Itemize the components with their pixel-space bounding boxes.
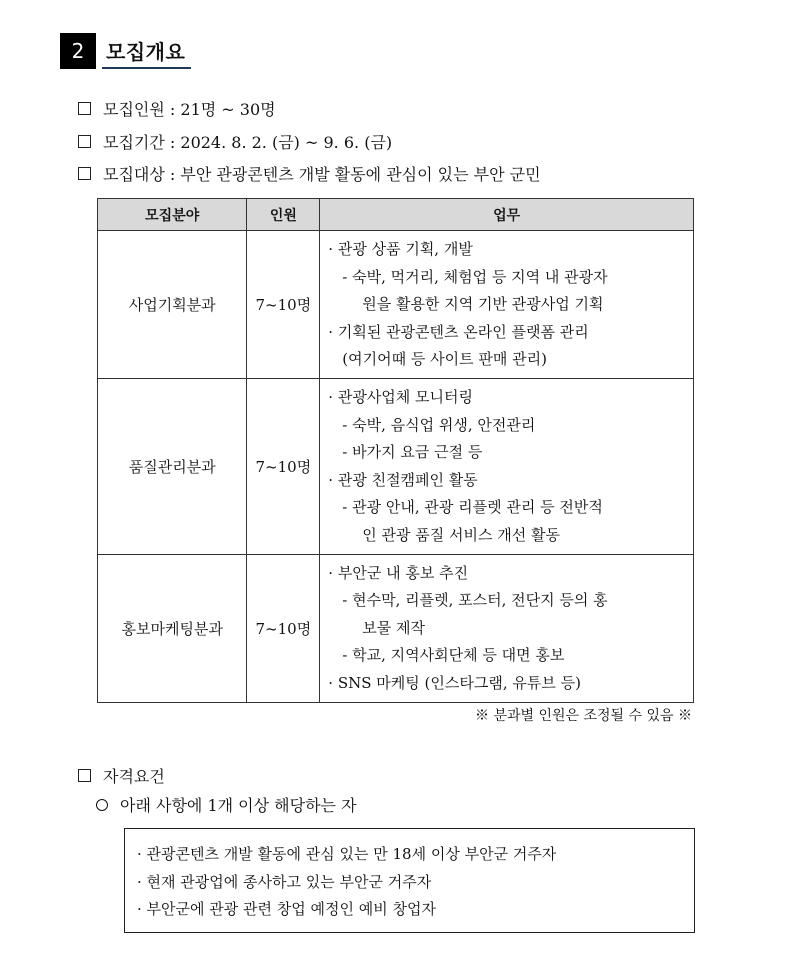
- row-count: 7~10명: [247, 554, 320, 702]
- duty-line: (여기어때 등 사이트 판매 관리): [342, 350, 547, 369]
- circle-bullet-icon: [96, 799, 108, 811]
- condition-text: 아래 사항에 1개 이상 해당하는 자: [120, 796, 357, 815]
- section-number: 2: [60, 33, 96, 69]
- checkbox-square-icon: [78, 167, 91, 180]
- section-header: [60, 33, 191, 69]
- row-count: 7~10명: [247, 378, 320, 554]
- row-field: 홍보마케팅분과: [98, 554, 247, 702]
- duty-line: · 관광사업체 모니터링: [328, 387, 474, 406]
- overview-item-target: [78, 162, 541, 185]
- duty-line: · 부안군 내 홍보 추진: [328, 563, 469, 582]
- row-count: 7~10명: [247, 231, 320, 379]
- requirement-item: · 관광콘텐츠 개발 활동에 관심 있는 만 18세 이상 부안군 거주자: [137, 845, 557, 863]
- requirement-item: · 현재 관광업에 종사하고 있는 부안군 거주자: [137, 872, 432, 891]
- row-duties: [320, 231, 694, 379]
- duty-line: - 숙박, 음식업 위생, 안전관리: [342, 415, 536, 434]
- section-title: 모집개요: [102, 33, 191, 69]
- overview-item-period: [78, 130, 392, 153]
- table-header-row: [98, 199, 694, 231]
- checkbox-square-icon: [78, 135, 91, 148]
- qualification-heading: [78, 764, 165, 787]
- qualification-condition: [96, 793, 357, 816]
- checkbox-square-icon: [78, 769, 91, 782]
- duty-line: - 바가지 요금 근절 등: [342, 443, 483, 462]
- table-row: [98, 378, 694, 554]
- qualification-title: 자격요건: [103, 767, 165, 786]
- row-field: 사업기획분과: [98, 231, 247, 379]
- duty-line: - 관광 안내, 관광 리플렛 관리 등 전반적: [342, 498, 603, 517]
- overview-text: 모집기간 : 2024. 8. 2. (금) ~ 9. 6. (금): [103, 133, 393, 152]
- requirements-box: [124, 828, 695, 933]
- table-note: ※ 분과별 인원은 조정될 수 있음 ※: [475, 708, 692, 724]
- table-row: [98, 231, 694, 379]
- duty-line: · 기획된 관광콘텐츠 온라인 플랫폼 관리: [328, 322, 589, 341]
- requirement-item: · 부안군에 관광 관련 창업 예정인 예비 창업자: [137, 900, 436, 918]
- duty-line: - 학교, 지역사회단체 등 대면 홍보: [342, 646, 565, 665]
- table-row: [98, 554, 694, 702]
- overview-item-headcount: [78, 97, 276, 120]
- duty-line: · 관광 상품 기획, 개발: [328, 240, 473, 258]
- duty-line: - 현수막, 리플렛, 포스터, 전단지 등의 홍: [342, 591, 608, 610]
- header-duties: 업무: [320, 199, 694, 231]
- duty-line: 보물 제작: [362, 618, 426, 637]
- recruitment-table: [97, 198, 694, 703]
- duty-line: - 숙박, 먹거리, 체험업 등 지역 내 관광자: [342, 267, 608, 286]
- overview-text: 모집인원 : 21명 ~ 30명: [103, 100, 276, 119]
- header-count: 인원: [247, 199, 320, 231]
- checkbox-square-icon: [78, 102, 91, 115]
- row-duties: [320, 378, 694, 554]
- duty-line: 인 관광 품질 서비스 개선 활동: [362, 525, 561, 544]
- row-field: 품질관리분과: [98, 378, 247, 554]
- row-duties: [320, 554, 694, 702]
- duty-line: · 관광 친절캠페인 활동: [328, 470, 478, 489]
- duty-line: 원을 활용한 지역 기반 관광사업 기획: [362, 295, 604, 314]
- duty-line: · SNS 마케팅 (인스타그램, 유튜브 등): [328, 673, 581, 692]
- overview-text: 모집대상 : 부안 관광콘텐츠 개발 활동에 관심이 있는 부안 군민: [103, 165, 541, 184]
- header-field: 모집분야: [98, 199, 247, 231]
